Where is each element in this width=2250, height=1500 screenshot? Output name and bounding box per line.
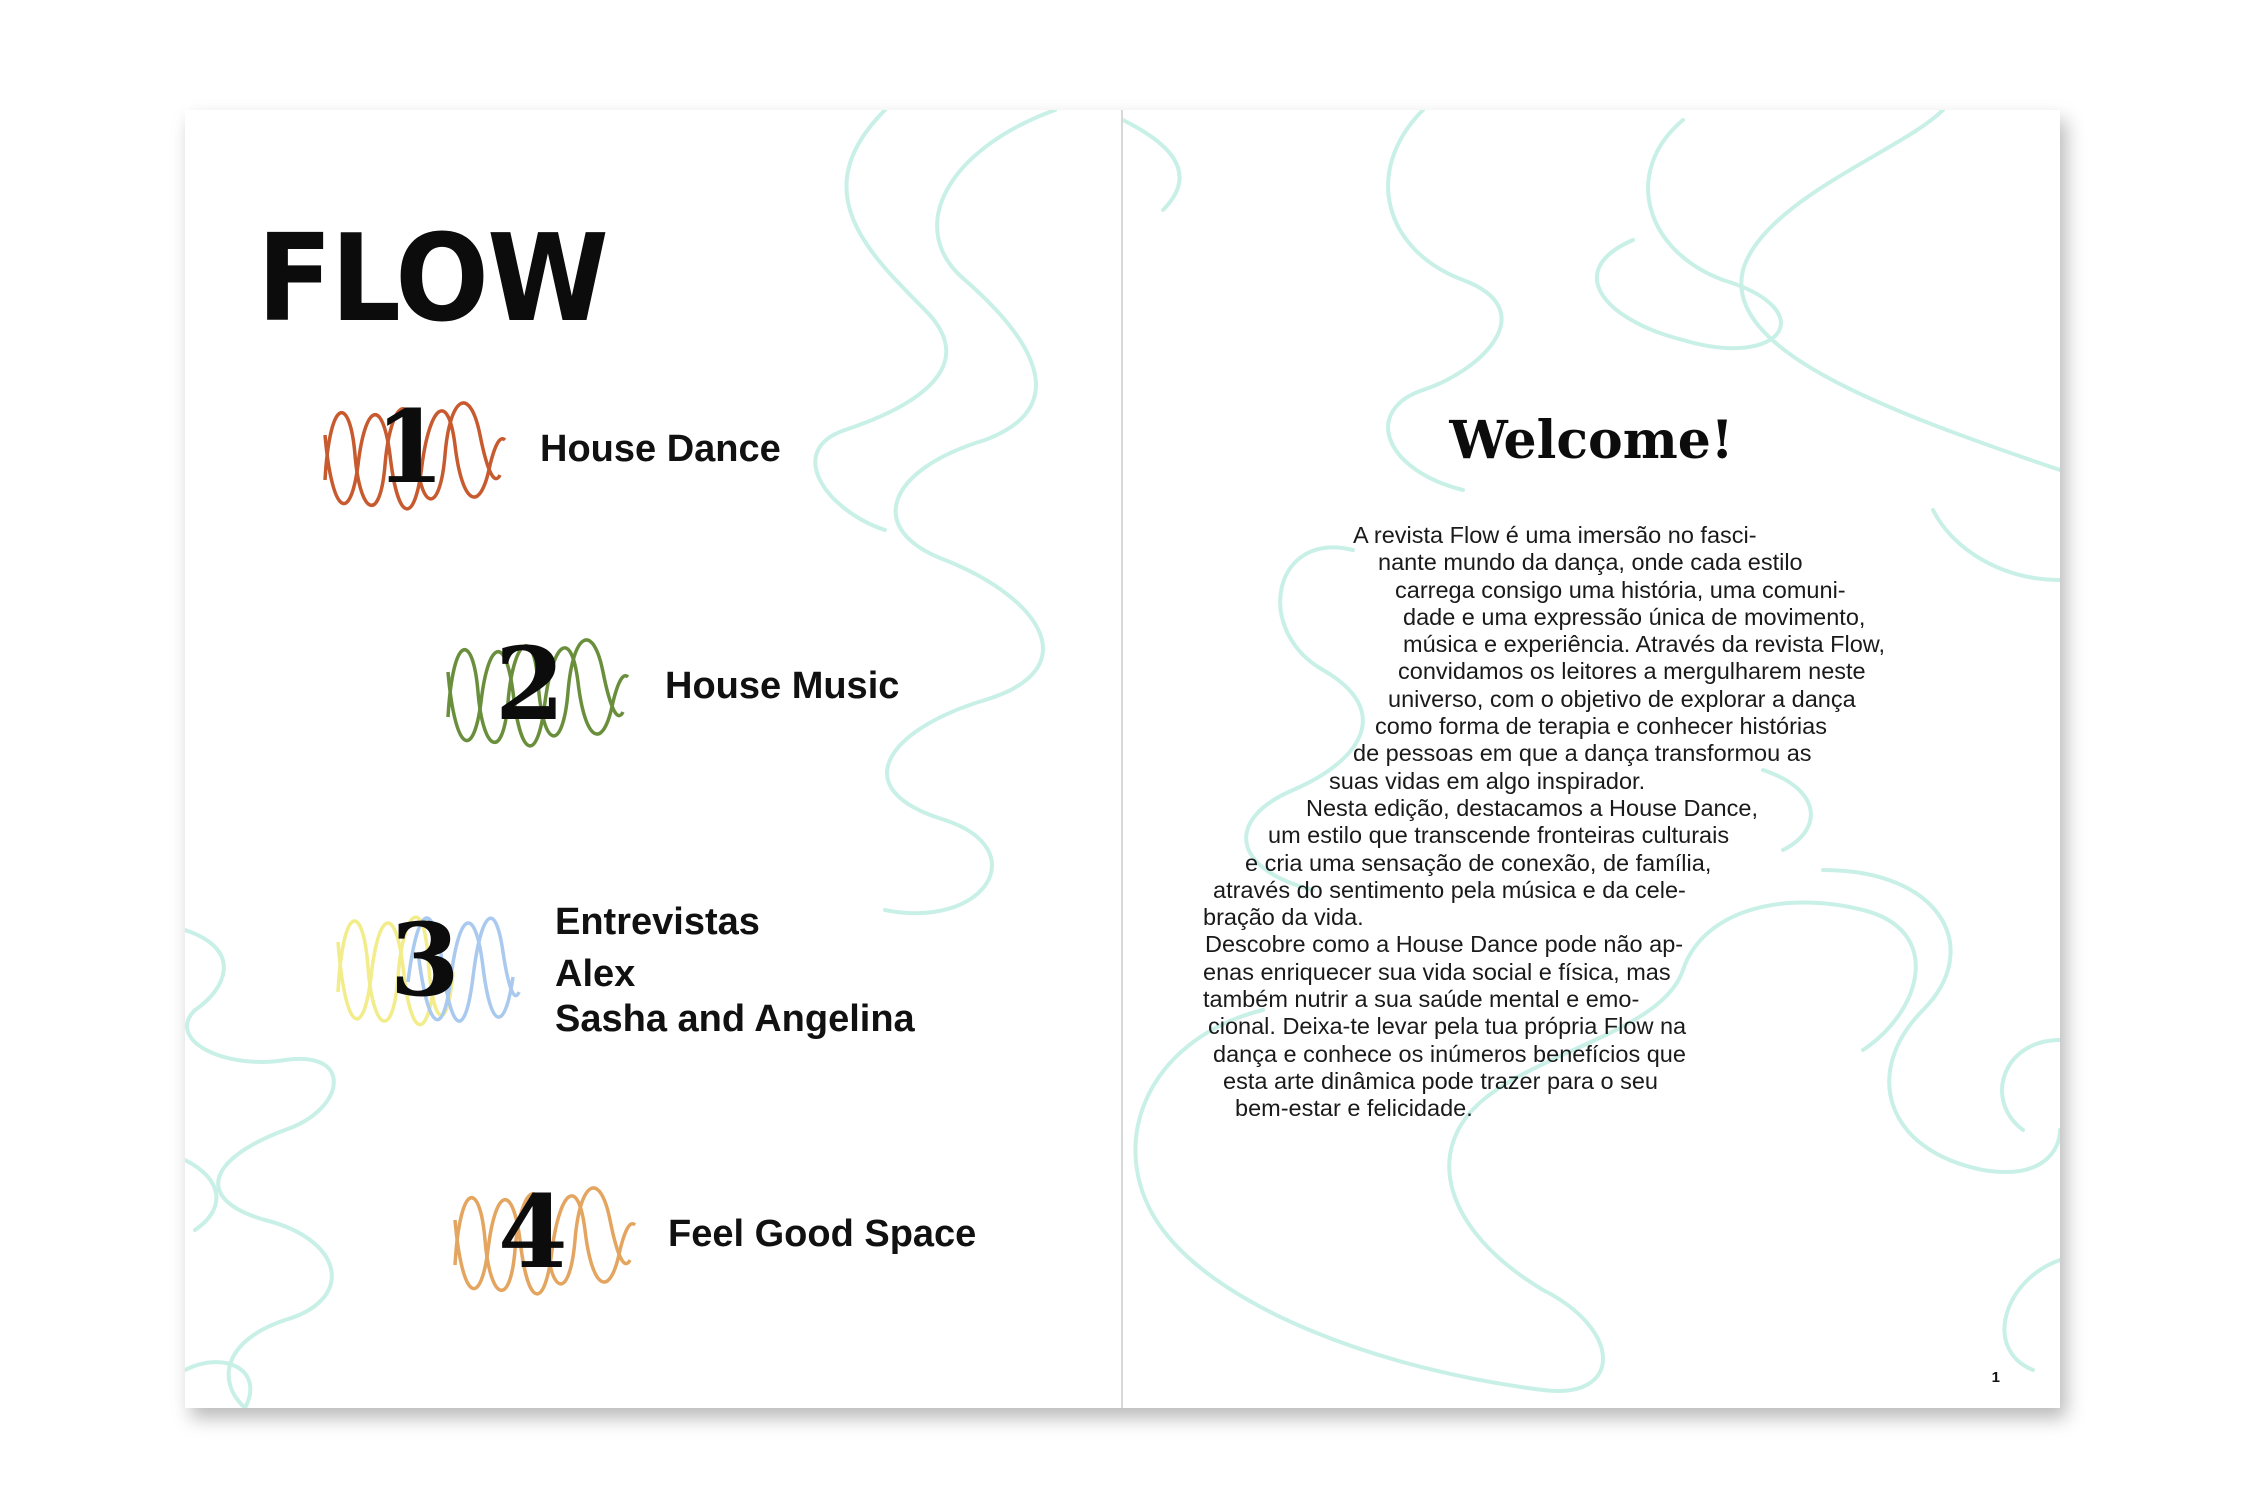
- welcome-title: Welcome!: [1449, 410, 1734, 471]
- text-line: bração da vida.: [1203, 904, 1364, 931]
- toc-number: 3: [390, 901, 460, 1019]
- page-number: 1: [1991, 1369, 2000, 1386]
- text-line: convidamos os leitores a mergulharem neste: [1398, 658, 1866, 685]
- text-line: cional. Deixa-te levar pela tua própria Flow na: [1208, 1013, 1687, 1040]
- text-line: esta arte dinâmica pode trazer para o seu: [1223, 1067, 1659, 1094]
- toc-label: House Music: [665, 665, 900, 707]
- text-line: dança e conhece os inúmeros benefícios que: [1213, 1040, 1686, 1067]
- toc-number: 1: [375, 388, 445, 506]
- right-page: [1123, 110, 2060, 1408]
- text-line: através do sentimento pela música e da cele-: [1213, 876, 1686, 903]
- text-line: bem-estar e felicidade.: [1235, 1095, 1473, 1122]
- text-line: suas vidas em algo inspirador.: [1329, 767, 1646, 794]
- toc-number: 2: [495, 625, 565, 743]
- toc-label: House Dance: [540, 428, 781, 470]
- text-line: enas enriquecer sua vida social e física, mas: [1203, 958, 1671, 985]
- toc-label: Alex: [555, 953, 636, 995]
- text-line: nante mundo da dança, onde cada estilo: [1378, 549, 1803, 576]
- text-line: um estilo que transcende fronteiras culturais: [1268, 822, 1730, 849]
- text-line: música e experiência. Através da revista Flow,: [1403, 631, 1885, 658]
- toc-label: Sasha and Angelina: [555, 998, 915, 1040]
- text-line: Descobre como a House Dance pode não ap-: [1205, 931, 1684, 958]
- toc-number: 4: [498, 1173, 568, 1291]
- text-line: de pessoas em que a dança transformou as: [1353, 740, 1812, 767]
- toc-label: Feel Good Space: [668, 1213, 977, 1255]
- flow-logo: FLOW: [257, 210, 608, 349]
- text-line: A revista Flow é uma imersão no fasci-: [1353, 522, 1757, 548]
- intro-paragraph: [1203, 522, 1983, 1123]
- toc-label: Entrevistas: [555, 901, 760, 943]
- text-line: também nutrir a sua saúde mental e emo-: [1203, 986, 1640, 1013]
- magazine-spread: [185, 110, 2060, 1408]
- text-line: Nesta edição, destacamos a House Dance,: [1306, 794, 1758, 821]
- text-line: universo, com o objetivo de explorar a dança: [1388, 685, 1856, 712]
- text-line: e cria uma sensação de conexão, de família,: [1245, 849, 1712, 876]
- text-line: carrega consigo uma história, uma comuni-: [1395, 576, 1846, 603]
- text-line: como forma de terapia e conhecer histórias: [1375, 713, 1827, 740]
- text-line: dade e uma expressão única de movimento,: [1403, 603, 1866, 630]
- left-page: [185, 110, 1122, 1408]
